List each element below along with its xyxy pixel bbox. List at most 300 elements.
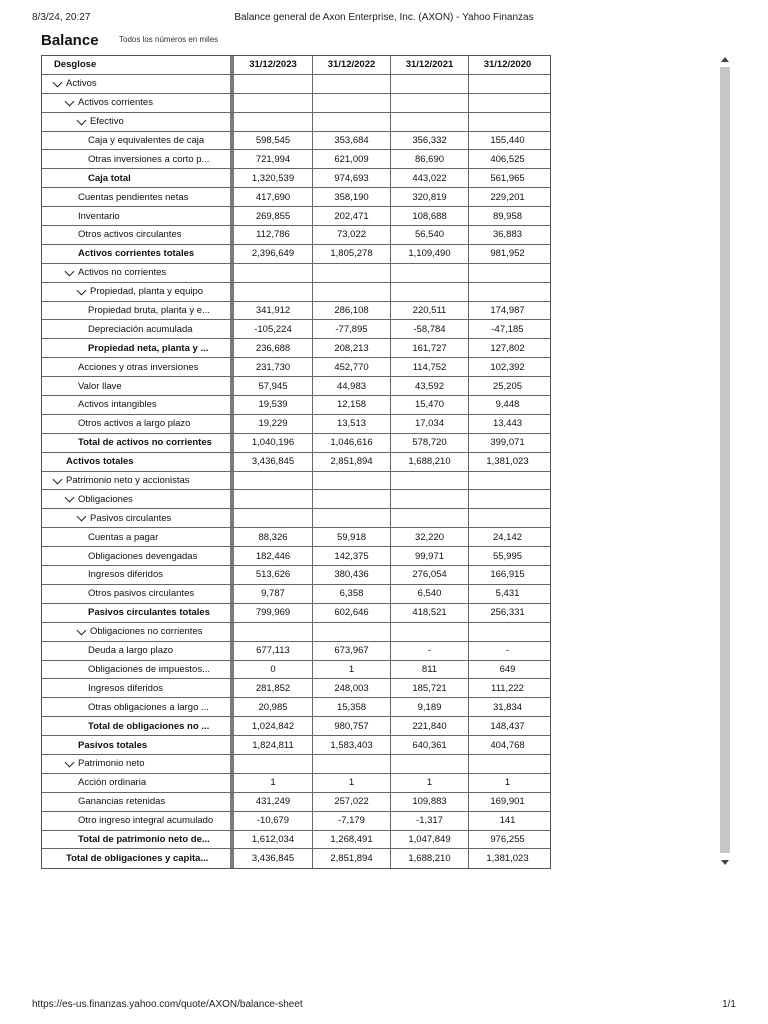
value-cell: 44,983 <box>312 377 390 395</box>
row-label-text: Ingresos diferidos <box>88 569 163 581</box>
value-cell <box>390 113 468 131</box>
row-label <box>42 547 234 565</box>
row-label <box>42 358 234 376</box>
chevron-down-icon[interactable] <box>53 77 63 87</box>
value-cell: 1 <box>312 774 390 792</box>
table-row[interactable] <box>42 509 550 528</box>
value-cell: 380,436 <box>312 566 390 584</box>
value-cell <box>468 755 546 773</box>
value-cell: 2,851,894 <box>312 849 390 868</box>
row-label-text: Obligaciones de impuestos... <box>88 663 210 675</box>
units-note: Todos los números en miles <box>119 35 219 44</box>
value-cell: 57,945 <box>258 380 288 392</box>
table-row <box>42 831 550 850</box>
value-cell: 111,222 <box>468 679 546 697</box>
value-cell: 1,824,811 <box>252 739 294 751</box>
row-label <box>42 302 234 320</box>
value-cell <box>468 509 546 527</box>
value-cell: 248,003 <box>312 679 390 697</box>
print-page-title: Balance general de Axon Enterprise, Inc. (AXON) - Yahoo Finanzas <box>234 12 534 23</box>
row-label-text: Deuda a largo plazo <box>88 645 174 657</box>
value-cell: 356,332 <box>390 132 468 150</box>
value-cell <box>312 472 390 490</box>
value-cell: 513,626 <box>255 569 291 581</box>
value-cell: 229,201 <box>468 188 546 206</box>
value-cell <box>468 490 546 508</box>
row-label <box>42 245 234 263</box>
value-cell: 25,205 <box>468 377 546 395</box>
value-cell: 221,840 <box>390 717 468 735</box>
row-label <box>42 339 234 357</box>
row-label-text: Total de patrimonio neto de... <box>78 833 210 845</box>
value-cell: 256,331 <box>468 604 546 622</box>
value-cell: 1,381,023 <box>468 849 546 868</box>
value-cell: 621,009 <box>312 150 390 168</box>
value-cell <box>312 94 390 112</box>
value-cell <box>468 264 546 282</box>
row-label[interactable] <box>42 509 234 527</box>
row-label <box>42 320 234 338</box>
row-label-text: Pasivos circulantes totales <box>88 607 210 619</box>
value-cell: 1,612,034 <box>251 833 295 845</box>
row-label-text: Depreciación acumulada <box>88 323 193 335</box>
value-cell: 286,108 <box>312 302 390 320</box>
value-cell: 431,249 <box>255 796 291 808</box>
column-header[interactable]: 31/12/2022 <box>312 56 390 74</box>
value-cell: 404,768 <box>468 736 546 754</box>
table-row <box>42 566 550 585</box>
row-label <box>42 169 234 187</box>
value-cell: 1,268,491 <box>312 831 390 849</box>
value-cell: 6,540 <box>390 585 468 603</box>
value-cell: 236,688 <box>255 342 291 354</box>
value-cell <box>312 113 390 131</box>
section-header <box>41 32 218 52</box>
row-label-text: Valor llave <box>78 380 122 392</box>
value-cell: 1,320,539 <box>251 172 295 184</box>
row-label-text: Activos <box>66 78 97 90</box>
value-cell <box>312 75 390 93</box>
print-page-number: 1/1 <box>722 999 736 1010</box>
row-label-text: Activos intangibles <box>78 399 157 411</box>
table-row <box>42 642 550 661</box>
table-row <box>42 528 550 547</box>
scroll-down-arrow-icon[interactable] <box>721 860 729 865</box>
value-cell: 1,381,023 <box>468 453 546 471</box>
value-cell: 109,883 <box>390 793 468 811</box>
value-cell: 981,952 <box>468 245 546 263</box>
row-label[interactable] <box>42 623 234 641</box>
row-label-text: Patrimonio neto y accionistas <box>66 475 190 487</box>
table-row <box>42 717 550 736</box>
row-label <box>42 528 234 546</box>
value-cell <box>312 283 390 301</box>
value-cell: 161,727 <box>390 339 468 357</box>
value-cell: 1,046,616 <box>312 434 390 452</box>
value-cell <box>234 509 312 527</box>
value-cell <box>234 75 312 93</box>
value-cell: -7,179 <box>312 812 390 830</box>
row-label <box>42 661 234 679</box>
chevron-down-icon[interactable] <box>65 493 75 503</box>
table-row[interactable] <box>42 283 550 302</box>
value-cell: 12,158 <box>312 396 390 414</box>
value-cell: 443,022 <box>390 169 468 187</box>
value-cell: 3,436,845 <box>251 853 295 865</box>
value-cell: 148,437 <box>468 717 546 735</box>
value-cell: -58,784 <box>390 320 468 338</box>
value-cell: -10,679 <box>256 815 290 827</box>
value-cell: -1,317 <box>390 812 468 830</box>
value-cell <box>234 113 312 131</box>
table-row[interactable] <box>42 94 550 113</box>
value-cell: 602,646 <box>312 604 390 622</box>
column-header[interactable]: 31/12/2021 <box>390 56 468 74</box>
value-cell: 1,805,278 <box>312 245 390 263</box>
row-label[interactable] <box>42 94 234 112</box>
row-label <box>42 226 234 244</box>
value-cell: 799,969 <box>255 607 291 619</box>
value-cell <box>234 283 312 301</box>
scrollbar-thumb[interactable] <box>720 67 730 853</box>
value-cell: 452,770 <box>312 358 390 376</box>
value-cell: 114,752 <box>390 358 468 376</box>
value-cell <box>312 509 390 527</box>
chevron-down-icon[interactable] <box>77 625 87 635</box>
value-cell: 59,918 <box>312 528 390 546</box>
value-cell: 320,819 <box>390 188 468 206</box>
value-cell: 17,034 <box>390 415 468 433</box>
row-label[interactable] <box>42 113 234 131</box>
table-row <box>42 169 550 188</box>
value-cell <box>468 113 546 131</box>
row-label-text: Obligaciones <box>78 493 133 505</box>
value-cell: 36,883 <box>468 226 546 244</box>
table-row <box>42 396 550 415</box>
value-cell: 141 <box>468 812 546 830</box>
row-label[interactable] <box>42 755 234 773</box>
row-label <box>42 717 234 735</box>
value-cell <box>468 623 546 641</box>
value-cell: 353,684 <box>312 132 390 150</box>
value-cell <box>390 490 468 508</box>
table-row <box>42 453 550 472</box>
value-cell: 406,525 <box>468 150 546 168</box>
value-cell: 673,967 <box>312 642 390 660</box>
row-label-text: Propiedad neta, planta y ... <box>88 342 209 354</box>
value-cell <box>390 472 468 490</box>
table-row <box>42 585 550 604</box>
row-label-text: Propiedad, planta y equipo <box>90 286 204 298</box>
value-cell: 13,443 <box>468 415 546 433</box>
table-row <box>42 812 550 831</box>
table-row <box>42 245 550 264</box>
table-row <box>42 661 550 680</box>
table-row[interactable] <box>42 264 550 283</box>
value-cell: 1 <box>390 774 468 792</box>
row-label-text: Total de obligaciones no ... <box>88 720 210 732</box>
value-cell: 1,024,842 <box>251 720 295 732</box>
row-label[interactable] <box>42 75 234 93</box>
table-row <box>42 434 550 453</box>
value-cell: 19,229 <box>258 418 288 430</box>
value-cell <box>390 75 468 93</box>
value-cell: 142,375 <box>312 547 390 565</box>
row-label-text: Total de obligaciones y capita... <box>66 853 209 865</box>
row-label[interactable] <box>42 472 234 490</box>
row-label-text: Activos no corrientes <box>78 267 167 279</box>
value-cell: 281,852 <box>255 682 291 694</box>
value-cell <box>312 490 390 508</box>
value-cell: 102,392 <box>468 358 546 376</box>
value-cell <box>390 94 468 112</box>
table-row <box>42 679 550 698</box>
table-row <box>42 358 550 377</box>
chevron-down-icon[interactable] <box>77 285 87 295</box>
table-row[interactable] <box>42 75 550 94</box>
value-cell: 358,190 <box>312 188 390 206</box>
value-cell: 974,693 <box>312 169 390 187</box>
value-cell <box>390 264 468 282</box>
row-label[interactable] <box>42 264 234 282</box>
value-cell: -47,185 <box>468 320 546 338</box>
value-cell: 269,855 <box>255 210 291 222</box>
value-cell: 980,757 <box>312 717 390 735</box>
table-row[interactable] <box>42 113 550 132</box>
table-row <box>42 150 550 169</box>
row-label <box>42 434 234 452</box>
value-cell <box>390 755 468 773</box>
value-cell: -105,224 <box>254 323 292 335</box>
row-label-text: Ingresos diferidos <box>88 682 163 694</box>
value-cell: 6,358 <box>312 585 390 603</box>
value-cell: 9,189 <box>390 698 468 716</box>
table-row <box>42 415 550 434</box>
scroll-up-arrow-icon[interactable] <box>721 57 729 62</box>
value-cell: 1,109,490 <box>390 245 468 263</box>
row-label <box>42 207 234 225</box>
value-cell <box>468 283 546 301</box>
value-cell: 257,022 <box>312 793 390 811</box>
row-label-text: Obligaciones devengadas <box>88 550 198 562</box>
vertical-scrollbar[interactable] <box>720 57 730 865</box>
row-label <box>42 831 234 849</box>
table-row[interactable] <box>42 490 550 509</box>
row-label-text: Propiedad bruta, planta y e... <box>88 305 210 317</box>
value-cell: 640,361 <box>390 736 468 754</box>
value-cell <box>390 509 468 527</box>
value-cell: 166,915 <box>468 566 546 584</box>
value-cell <box>468 94 546 112</box>
row-label-text: Otro ingreso integral acumulado <box>78 815 214 827</box>
table-header-row <box>42 56 550 75</box>
table-row <box>42 339 550 358</box>
value-cell: 89,958 <box>468 207 546 225</box>
table-row <box>42 793 550 812</box>
row-label-text: Inventario <box>78 210 120 222</box>
value-cell <box>312 623 390 641</box>
row-label <box>42 566 234 584</box>
breakdown-header[interactable]: Desglose <box>42 56 234 74</box>
row-label <box>42 812 234 830</box>
value-cell: 1 <box>270 777 276 789</box>
value-cell: 1,583,403 <box>312 736 390 754</box>
row-label[interactable] <box>42 283 234 301</box>
value-cell: 202,471 <box>312 207 390 225</box>
value-cell <box>234 94 312 112</box>
value-cell: 20,985 <box>258 701 288 713</box>
value-cell: 15,470 <box>390 396 468 414</box>
table-row <box>42 377 550 396</box>
value-cell: 99,971 <box>390 547 468 565</box>
table-row[interactable] <box>42 472 550 491</box>
table-row <box>42 207 550 226</box>
chevron-down-icon[interactable] <box>53 474 63 484</box>
value-cell: 2,396,649 <box>251 248 295 260</box>
value-cell: 56,540 <box>390 226 468 244</box>
row-label-text: Pasivos totales <box>78 739 148 751</box>
print-header <box>0 12 768 26</box>
value-cell: 15,358 <box>312 698 390 716</box>
row-label <box>42 585 234 603</box>
row-label-text: Obligaciones no corrientes <box>90 626 203 638</box>
row-label <box>42 188 234 206</box>
value-cell: 32,220 <box>390 528 468 546</box>
row-label-text: Otros pasivos circulantes <box>88 588 195 600</box>
balance-sheet-table <box>41 55 551 869</box>
value-cell: 169,901 <box>468 793 546 811</box>
value-cell: 1,688,210 <box>390 453 468 471</box>
table-row[interactable] <box>42 755 550 774</box>
row-label <box>42 849 234 868</box>
value-cell: 721,994 <box>255 153 291 165</box>
row-label <box>42 396 234 414</box>
chevron-down-icon[interactable] <box>65 757 75 767</box>
value-cell <box>234 490 312 508</box>
value-cell: 1 <box>312 661 390 679</box>
value-cell <box>390 623 468 641</box>
print-datetime: 8/3/24, 20:27 <box>32 12 91 23</box>
row-label-text: Caja y equivalentes de caja <box>88 135 205 146</box>
table-row[interactable] <box>42 623 550 642</box>
row-label <box>42 415 234 433</box>
value-cell <box>312 264 390 282</box>
chevron-down-icon[interactable] <box>77 512 87 522</box>
row-label <box>42 604 234 622</box>
value-cell: 185,721 <box>390 679 468 697</box>
chevron-down-icon[interactable] <box>65 96 75 106</box>
row-label-text: Caja total <box>88 172 131 184</box>
value-cell: 155,440 <box>468 132 546 150</box>
row-label-text: Otros activos circulantes <box>78 229 182 241</box>
value-cell <box>234 755 312 773</box>
value-cell: 399,071 <box>468 434 546 452</box>
row-label-text: Acciones y otras inversiones <box>78 361 199 373</box>
row-label <box>42 793 234 811</box>
value-cell: 86,690 <box>390 150 468 168</box>
value-cell: -77,895 <box>312 320 390 338</box>
value-cell: 220,511 <box>390 302 468 320</box>
table-row <box>42 188 550 207</box>
value-cell: 108,688 <box>390 207 468 225</box>
value-cell: 9,787 <box>261 588 285 600</box>
value-cell: 418,521 <box>390 604 468 622</box>
row-label <box>42 698 234 716</box>
value-cell: 1 <box>468 774 546 792</box>
column-header[interactable]: 31/12/2023 <box>249 59 297 71</box>
table-row <box>42 849 550 868</box>
value-cell <box>468 472 546 490</box>
table-row <box>42 698 550 717</box>
value-cell: 1,688,210 <box>390 849 468 868</box>
value-cell: 0 <box>270 663 276 675</box>
value-cell: - <box>390 642 468 660</box>
value-cell: 182,446 <box>255 550 291 562</box>
print-url: https://es-us.finanzas.yahoo.com/quote/AXON/balance-sheet <box>32 999 303 1010</box>
row-label <box>42 642 234 660</box>
row-label-text: Activos totales <box>66 456 134 468</box>
chevron-down-icon[interactable] <box>77 115 87 125</box>
value-cell: 73,022 <box>312 226 390 244</box>
value-cell: 341,912 <box>255 305 291 317</box>
value-cell <box>234 623 312 641</box>
value-cell: 3,436,845 <box>251 456 295 468</box>
table-row <box>42 132 550 151</box>
value-cell <box>390 283 468 301</box>
value-cell: - <box>468 642 546 660</box>
value-cell: 1,040,196 <box>251 437 295 449</box>
row-label-text: Otras inversiones a corto p... <box>88 153 210 165</box>
section-title: Balance <box>41 32 99 49</box>
value-cell: 208,213 <box>312 339 390 357</box>
row-label[interactable] <box>42 490 234 508</box>
value-cell: 976,255 <box>468 831 546 849</box>
value-cell: 88,326 <box>258 531 288 543</box>
value-cell: 276,054 <box>390 566 468 584</box>
row-label-text: Cuentas a pagar <box>88 531 159 543</box>
value-cell <box>234 472 312 490</box>
row-label-text: Total de activos no corrientes <box>78 437 212 449</box>
value-cell: 24,142 <box>468 528 546 546</box>
table-row <box>42 302 550 321</box>
row-label-text: Otras obligaciones a largo ... <box>88 701 209 713</box>
value-cell: 5,431 <box>468 585 546 603</box>
table-row <box>42 547 550 566</box>
value-cell: 561,965 <box>468 169 546 187</box>
row-label-text: Cuentas pendientes netas <box>78 191 189 203</box>
value-cell <box>234 264 312 282</box>
row-label <box>42 453 234 471</box>
value-cell: 43,592 <box>390 377 468 395</box>
value-cell: 55,995 <box>468 547 546 565</box>
row-label <box>42 377 234 395</box>
row-label-text: Patrimonio neto <box>78 758 145 770</box>
row-label-text: Activos corrientes <box>78 97 153 109</box>
row-label-text: Otros activos a largo plazo <box>78 418 191 430</box>
row-label-text: Ganancias retenidas <box>78 796 166 808</box>
row-label <box>42 774 234 792</box>
value-cell: 127,802 <box>468 339 546 357</box>
value-cell: 598,545 <box>255 135 291 146</box>
row-label-text: Efectivo <box>90 116 124 128</box>
row-label <box>42 736 234 754</box>
chevron-down-icon[interactable] <box>65 266 75 276</box>
table-row <box>42 774 550 793</box>
column-header[interactable]: 31/12/2020 <box>468 56 546 74</box>
table-row <box>42 320 550 339</box>
row-label-text: Pasivos circulantes <box>90 512 172 524</box>
row-label-text: Acción ordinaria <box>78 777 147 789</box>
